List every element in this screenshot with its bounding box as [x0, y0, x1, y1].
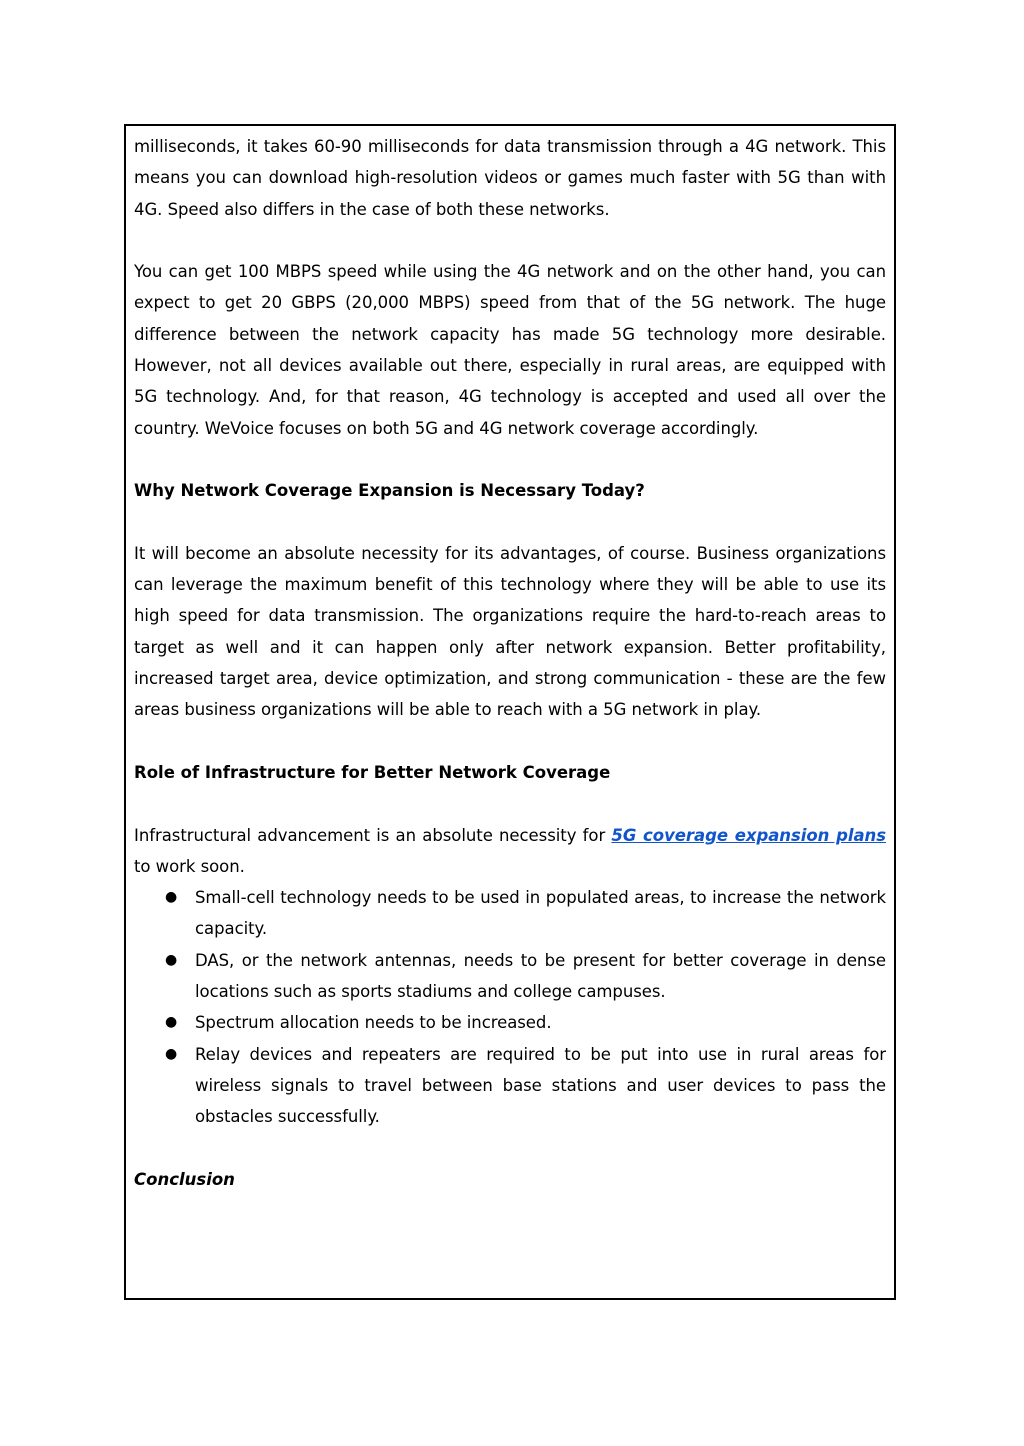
paragraph-spacer — [134, 1133, 886, 1164]
list-item — [134, 882, 886, 945]
list-item-text: Spectrum allocation needs to be increased. — [195, 1013, 552, 1033]
bullet-icon: ● — [165, 1014, 178, 1031]
list-item — [134, 1007, 886, 1038]
section-heading-infrastructure: Role of Infrastructure for Better Network Coverage — [134, 762, 611, 782]
paragraph-speed: You can get 100 MBPS speed while using the 4G network and on the other hand, you can expect to get 20 GBPS (20,000 MBPS) speed from that of the 5G network. The huge difference between the network capacity has made 5G technology more desirable. However, not all devices available out there, especially in rural areas, are equipped with 5G technology. And, for that reason, 4G technology is accepted and used all over the country. WeVoice focuses on both 5G and 4G network coverage accordingly. — [134, 262, 886, 438]
list-item-text: Relay devices and repeaters are required to be put into use in rural areas for wireless signals to travel between base stations and user devices to pass the obstacles successfully. — [195, 1044, 886, 1127]
document-frame — [124, 124, 896, 1300]
paragraph-latency: milliseconds, it takes 60-90 milliseconds for data transmission through a 4G network. This means you can download high-resolution videos or games much faster with 5G than with 4G. Speed also differs in the case of both these networks. — [134, 137, 886, 219]
list-item-text: DAS, or the network antennas, needs to be present for better coverage in dense locations such as sports stadiums and college campuses. — [195, 950, 886, 1002]
list-item-text: Small-cell technology needs to be used in populated areas, to increase the network capacity. — [195, 888, 886, 939]
paragraph-text: Infrastructural advancement is an absolute necessity for — [134, 825, 612, 845]
paragraph-text: to work soon. — [134, 856, 245, 876]
section-heading-conclusion: Conclusion — [134, 1169, 235, 1189]
list-item — [134, 1039, 886, 1133]
paragraph-spacer — [134, 507, 886, 538]
section-heading-expansion: Why Network Coverage Expansion is Necessary Today? — [134, 481, 645, 501]
paragraph-infrastructure — [134, 820, 886, 883]
paragraph-spacer — [134, 444, 886, 475]
paragraph-necessity: It will become an absolute necessity for its advantages, of course. Business organizations can leverage the maximum benefit of this technology where they will be able to use its high speed for data transmission. The organizations require the hard-to-reach areas to target as well and it can happen only after network expansion. Better profitability, increased target area, device optimization, and strong communication - these are the few areas business organizations will be able to reach with a 5G network in play. — [134, 543, 886, 720]
paragraph-spacer — [134, 225, 886, 256]
paragraph-spacer — [134, 726, 886, 757]
infrastructure-bullet-list — [134, 882, 886, 1132]
bullet-icon: ● — [165, 1045, 178, 1062]
bullet-icon: ● — [165, 889, 178, 906]
list-item — [134, 945, 886, 1008]
paragraph-spacer — [134, 788, 886, 819]
coverage-expansion-link[interactable]: 5G coverage expansion plans — [611, 825, 886, 845]
bullet-icon: ● — [165, 951, 178, 968]
